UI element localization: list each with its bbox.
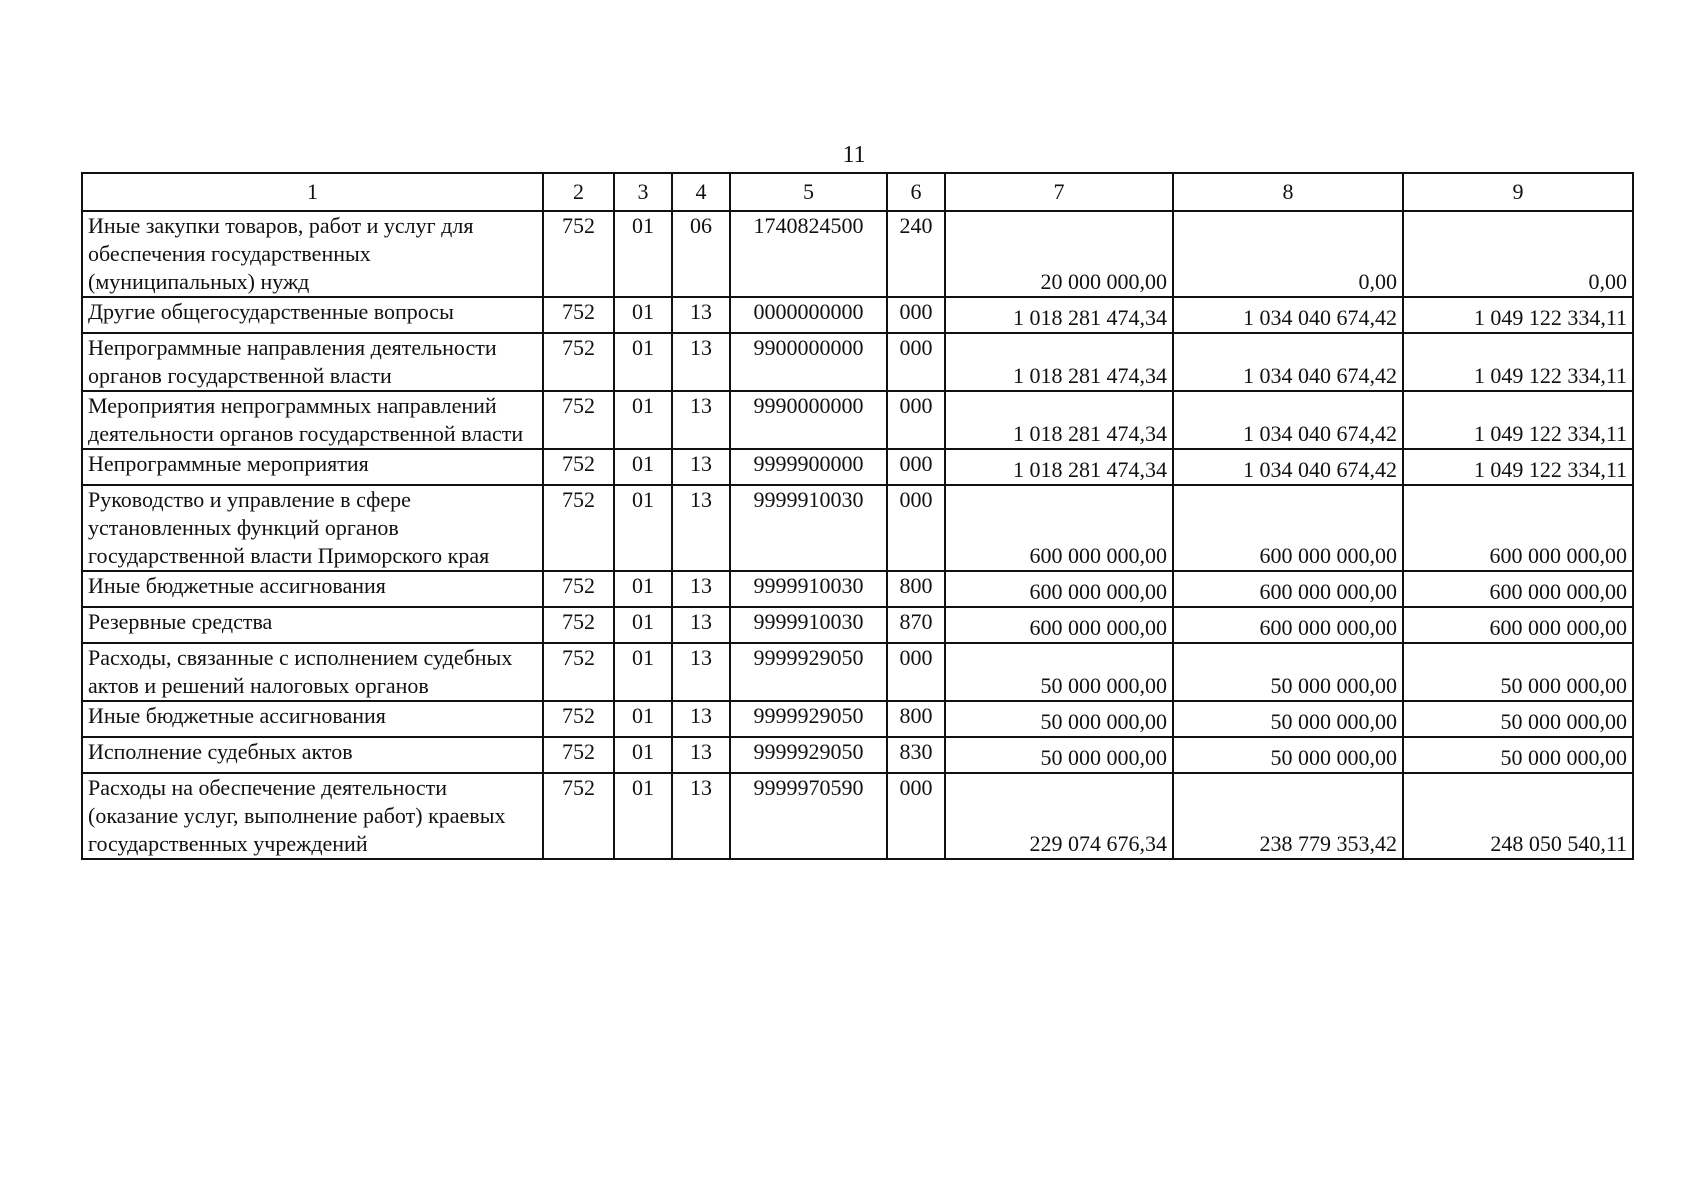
- cell-col2: 752: [543, 449, 614, 485]
- cell-col4: 13: [672, 737, 730, 773]
- column-header: 2: [543, 173, 614, 211]
- cell-col5: 9900000000: [730, 333, 887, 391]
- cell-col7: 50 000 000,00: [945, 737, 1173, 773]
- table-row: [82, 333, 1633, 391]
- cell-col9: 1 049 122 334,11: [1403, 391, 1633, 449]
- cell-col7: 50 000 000,00: [945, 701, 1173, 737]
- cell-col6: 000: [887, 485, 945, 571]
- cell-col3: 01: [614, 571, 672, 607]
- cell-col9: 248 050 540,11: [1403, 773, 1633, 859]
- cell-col5: 9999910030: [730, 571, 887, 607]
- budget-table: [81, 172, 1634, 860]
- cell-col8: 600 000 000,00: [1173, 607, 1403, 643]
- cell-col4: 13: [672, 607, 730, 643]
- row-name: Иные закупки товаров, работ и услуг для обеспечения государственных (муниципальных) нужд: [82, 211, 543, 297]
- table-row: [82, 485, 1633, 571]
- cell-col2: 752: [543, 701, 614, 737]
- cell-col7: 600 000 000,00: [945, 571, 1173, 607]
- table-row: [82, 297, 1633, 333]
- cell-col8: 600 000 000,00: [1173, 571, 1403, 607]
- cell-col9: 50 000 000,00: [1403, 701, 1633, 737]
- cell-col5: 9999929050: [730, 643, 887, 701]
- cell-col2: 752: [543, 643, 614, 701]
- cell-col8: 600 000 000,00: [1173, 485, 1403, 571]
- cell-col3: 01: [614, 701, 672, 737]
- cell-col5: 9999929050: [730, 737, 887, 773]
- cell-col2: 752: [543, 333, 614, 391]
- row-name: Расходы, связанные с исполнением судебных актов и решений налоговых органов: [82, 643, 543, 701]
- cell-col2: 752: [543, 571, 614, 607]
- cell-col6: 830: [887, 737, 945, 773]
- cell-col5: 9999929050: [730, 701, 887, 737]
- cell-col4: 13: [672, 297, 730, 333]
- column-header: 1: [82, 173, 543, 211]
- cell-col2: 752: [543, 737, 614, 773]
- cell-col8: 50 000 000,00: [1173, 701, 1403, 737]
- cell-col8: 238 779 353,42: [1173, 773, 1403, 859]
- cell-col4: 13: [672, 333, 730, 391]
- table-row: [82, 391, 1633, 449]
- cell-col9: 0,00: [1403, 211, 1633, 297]
- row-name: Непрограммные мероприятия: [82, 449, 543, 485]
- cell-col5: 9990000000: [730, 391, 887, 449]
- cell-col4: 13: [672, 449, 730, 485]
- cell-col5: 9999910030: [730, 607, 887, 643]
- cell-col7: 1 018 281 474,34: [945, 333, 1173, 391]
- cell-col8: 1 034 040 674,42: [1173, 333, 1403, 391]
- cell-col2: 752: [543, 607, 614, 643]
- cell-col9: 1 049 122 334,11: [1403, 297, 1633, 333]
- cell-col9: 600 000 000,00: [1403, 607, 1633, 643]
- cell-col6: 000: [887, 297, 945, 333]
- cell-col2: 752: [543, 391, 614, 449]
- cell-col4: 13: [672, 643, 730, 701]
- cell-col9: 1 049 122 334,11: [1403, 449, 1633, 485]
- cell-col3: 01: [614, 737, 672, 773]
- cell-col3: 01: [614, 773, 672, 859]
- row-name: Иные бюджетные ассигнования: [82, 701, 543, 737]
- table-row: [82, 737, 1633, 773]
- cell-col6: 800: [887, 701, 945, 737]
- cell-col7: 1 018 281 474,34: [945, 391, 1173, 449]
- cell-col6: 000: [887, 333, 945, 391]
- column-header: 3: [614, 173, 672, 211]
- cell-col6: 240: [887, 211, 945, 297]
- cell-col4: 13: [672, 701, 730, 737]
- cell-col9: 1 049 122 334,11: [1403, 333, 1633, 391]
- cell-col5: 1740824500: [730, 211, 887, 297]
- cell-col2: 752: [543, 297, 614, 333]
- cell-col8: 0,00: [1173, 211, 1403, 297]
- cell-col3: 01: [614, 391, 672, 449]
- cell-col6: 000: [887, 391, 945, 449]
- cell-col3: 01: [614, 485, 672, 571]
- cell-col2: 752: [543, 773, 614, 859]
- cell-col2: 752: [543, 211, 614, 297]
- row-name: Иные бюджетные ассигнования: [82, 571, 543, 607]
- cell-col5: 0000000000: [730, 297, 887, 333]
- cell-col9: 50 000 000,00: [1403, 737, 1633, 773]
- cell-col4: 13: [672, 391, 730, 449]
- cell-col6: 870: [887, 607, 945, 643]
- cell-col6: 000: [887, 773, 945, 859]
- table-row: [82, 571, 1633, 607]
- row-name: Резервные средства: [82, 607, 543, 643]
- cell-col2: 752: [543, 485, 614, 571]
- cell-col8: 1 034 040 674,42: [1173, 449, 1403, 485]
- table-body: [82, 173, 1633, 859]
- column-header: 8: [1173, 173, 1403, 211]
- table-row: [82, 643, 1633, 701]
- cell-col8: 50 000 000,00: [1173, 643, 1403, 701]
- column-header: 4: [672, 173, 730, 211]
- column-header: 6: [887, 173, 945, 211]
- cell-col5: 9999900000: [730, 449, 887, 485]
- cell-col6: 000: [887, 449, 945, 485]
- cell-col7: 600 000 000,00: [945, 607, 1173, 643]
- row-name: Другие общегосударственные вопросы: [82, 297, 543, 333]
- row-name: Расходы на обеспечение деятельности (оказание услуг, выполнение работ) краевых государственных учреждений: [82, 773, 543, 859]
- cell-col8: 1 034 040 674,42: [1173, 391, 1403, 449]
- cell-col3: 01: [614, 449, 672, 485]
- cell-col8: 50 000 000,00: [1173, 737, 1403, 773]
- cell-col3: 01: [614, 211, 672, 297]
- table-row: [82, 773, 1633, 859]
- cell-col4: 13: [672, 571, 730, 607]
- cell-col7: 1 018 281 474,34: [945, 449, 1173, 485]
- row-name: Руководство и управление в сфере установленных функций органов государственной власти Приморского края: [82, 485, 543, 571]
- table-row: [82, 211, 1633, 297]
- cell-col3: 01: [614, 607, 672, 643]
- row-name: Исполнение судебных актов: [82, 737, 543, 773]
- table-row: [82, 701, 1633, 737]
- cell-col3: 01: [614, 333, 672, 391]
- cell-col7: 50 000 000,00: [945, 643, 1173, 701]
- cell-col7: 20 000 000,00: [945, 211, 1173, 297]
- cell-col5: 9999910030: [730, 485, 887, 571]
- cell-col4: 13: [672, 485, 730, 571]
- row-name: Мероприятия непрограммных направлений деятельности органов государственной власти: [82, 391, 543, 449]
- cell-col9: 600 000 000,00: [1403, 571, 1633, 607]
- column-header: 9: [1403, 173, 1633, 211]
- cell-col7: 600 000 000,00: [945, 485, 1173, 571]
- cell-col4: 13: [672, 773, 730, 859]
- cell-col6: 000: [887, 643, 945, 701]
- cell-col7: 229 074 676,34: [945, 773, 1173, 859]
- cell-col3: 01: [614, 297, 672, 333]
- row-name: Непрограммные направления деятельности органов государственной власти: [82, 333, 543, 391]
- cell-col5: 9999970590: [730, 773, 887, 859]
- cell-col9: 50 000 000,00: [1403, 643, 1633, 701]
- cell-col3: 01: [614, 643, 672, 701]
- cell-col8: 1 034 040 674,42: [1173, 297, 1403, 333]
- column-header: 7: [945, 173, 1173, 211]
- cell-col4: 06: [672, 211, 730, 297]
- table-row: [82, 449, 1633, 485]
- header-row: [82, 173, 1633, 211]
- page-number: 11: [842, 142, 866, 168]
- cell-col9: 600 000 000,00: [1403, 485, 1633, 571]
- cell-col7: 1 018 281 474,34: [945, 297, 1173, 333]
- cell-col6: 800: [887, 571, 945, 607]
- column-header: 5: [730, 173, 887, 211]
- table-row: [82, 607, 1633, 643]
